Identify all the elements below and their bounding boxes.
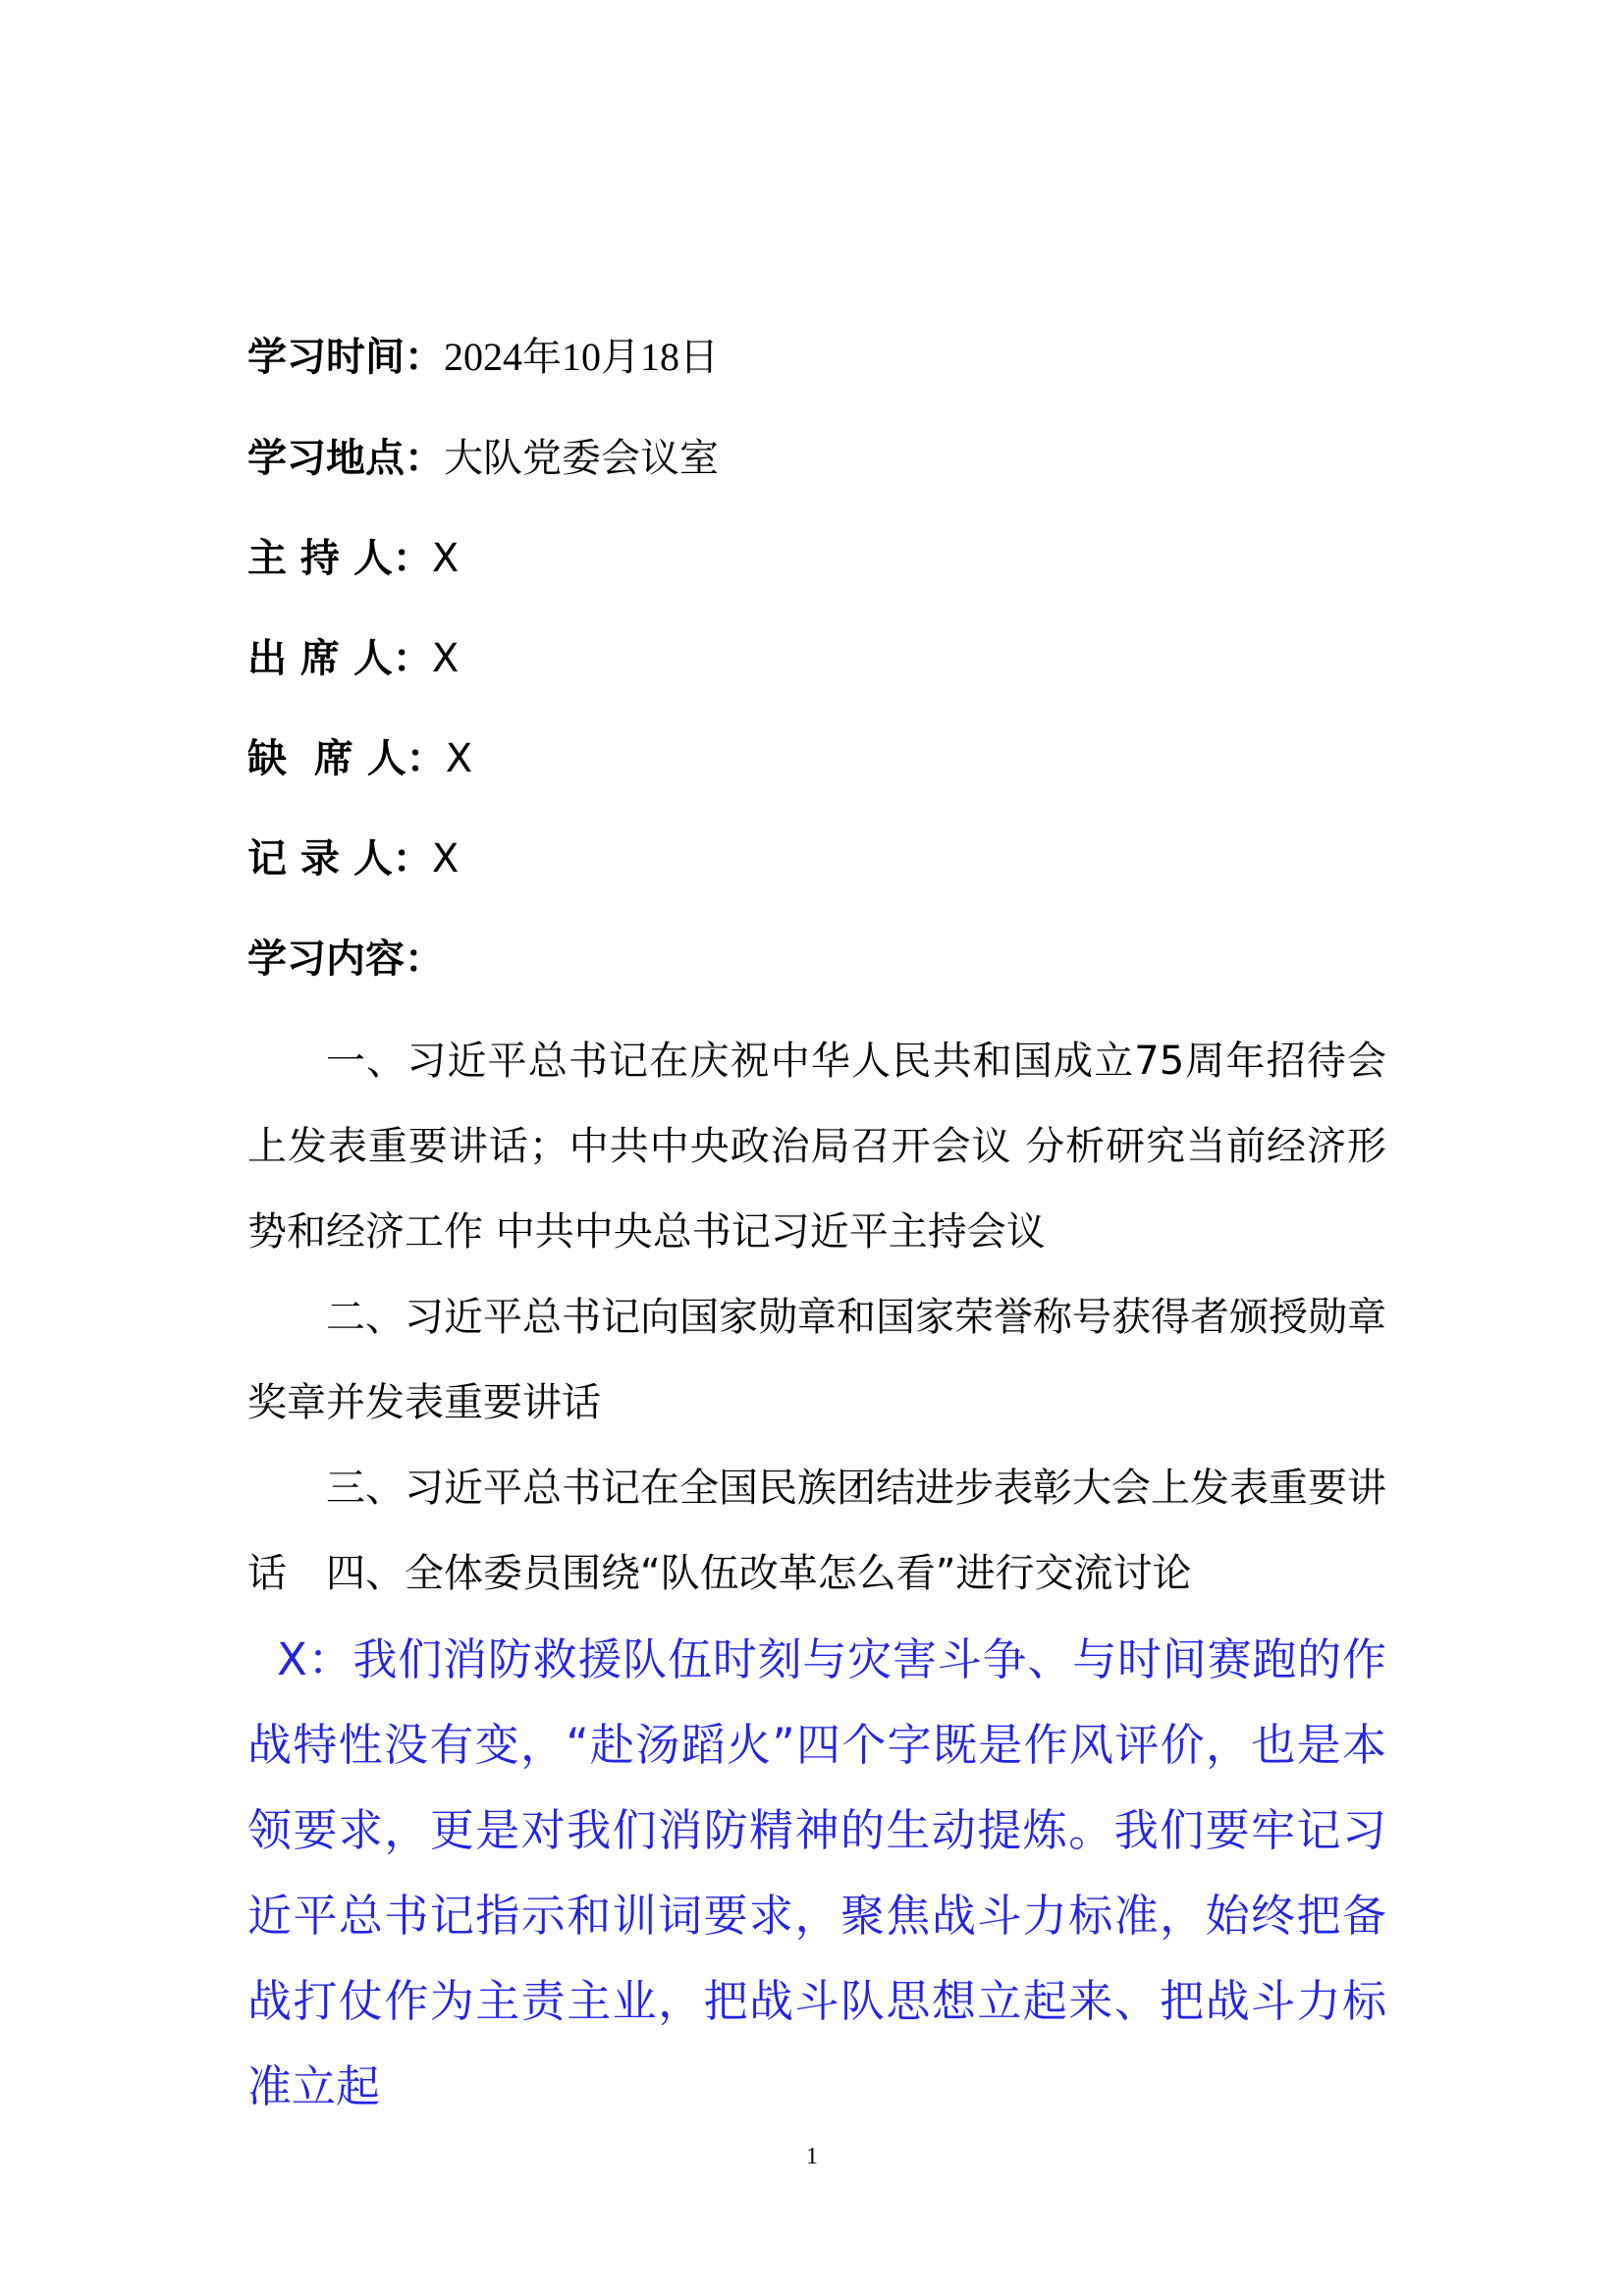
content-item-1: 一、习近平总书记在庆祝中华人民共和国成立75周年招待会上发表重要讲话；中共中央政治局召开会议 分析研究当前经济形势和经济工作 中共中央总书记习近平主持会议 [247,1039,1386,1255]
absentees-value: X [445,736,473,781]
discussion-speaker: X [277,1633,307,1685]
host-value: X [431,536,460,581]
recorder-label: 记 录 人： [247,836,432,881]
recorder-row [247,835,459,882]
content-label: 学习内容： [247,936,444,982]
absentees-row [247,735,472,782]
study-time-row [247,334,719,381]
study-time-value: 2024年10月18日 [444,335,719,379]
study-place-label: 学习地点： [247,436,444,481]
discussion-separator: ： [306,1633,353,1685]
study-time-label: 学习时间： [247,335,444,380]
content-item-2: 二、习近平总书记向国家勋章和国家荣誉称号获得者颁授勋章奖章并发表重要讲话 [247,1295,1386,1425]
host-label: 主 持 人： [247,536,432,581]
attendees-label: 出 席 人： [247,636,432,681]
host-row [247,535,459,582]
recorder-value: X [431,836,460,881]
discussion-paragraph [247,1617,1386,2129]
study-place-value: 大队党委会议室 [444,436,719,481]
content-item-4: 四、全体委员围绕“队伍改革怎么看”进行交流讨论 [326,1551,1192,1596]
content-row [247,935,444,983]
attendees-value: X [431,636,460,681]
attendees-row [247,635,459,682]
discussion-text: 我们消防救援队伍时刻与灾害斗争、与时间赛跑的作战特性没有变，“赴汤蹈火”四个字既是作风评价，也是本领要求，更是对我们消防精神的生动提炼。我们要牢记习近平总书记指示和训词要求，聚焦战斗力标准，始终把备战打仗作为主责主业，把战斗队思想立起来、把战斗力标准立起 [247,1633,1386,2112]
absentees-label: 缺 席 人： [247,736,446,781]
content-item-3: 三、习近平总书记在全国民族团结进步表彰大会上发表重要讲话 [247,1466,1386,1596]
study-place-row [247,435,719,482]
page-number: 1 [806,2144,818,2169]
